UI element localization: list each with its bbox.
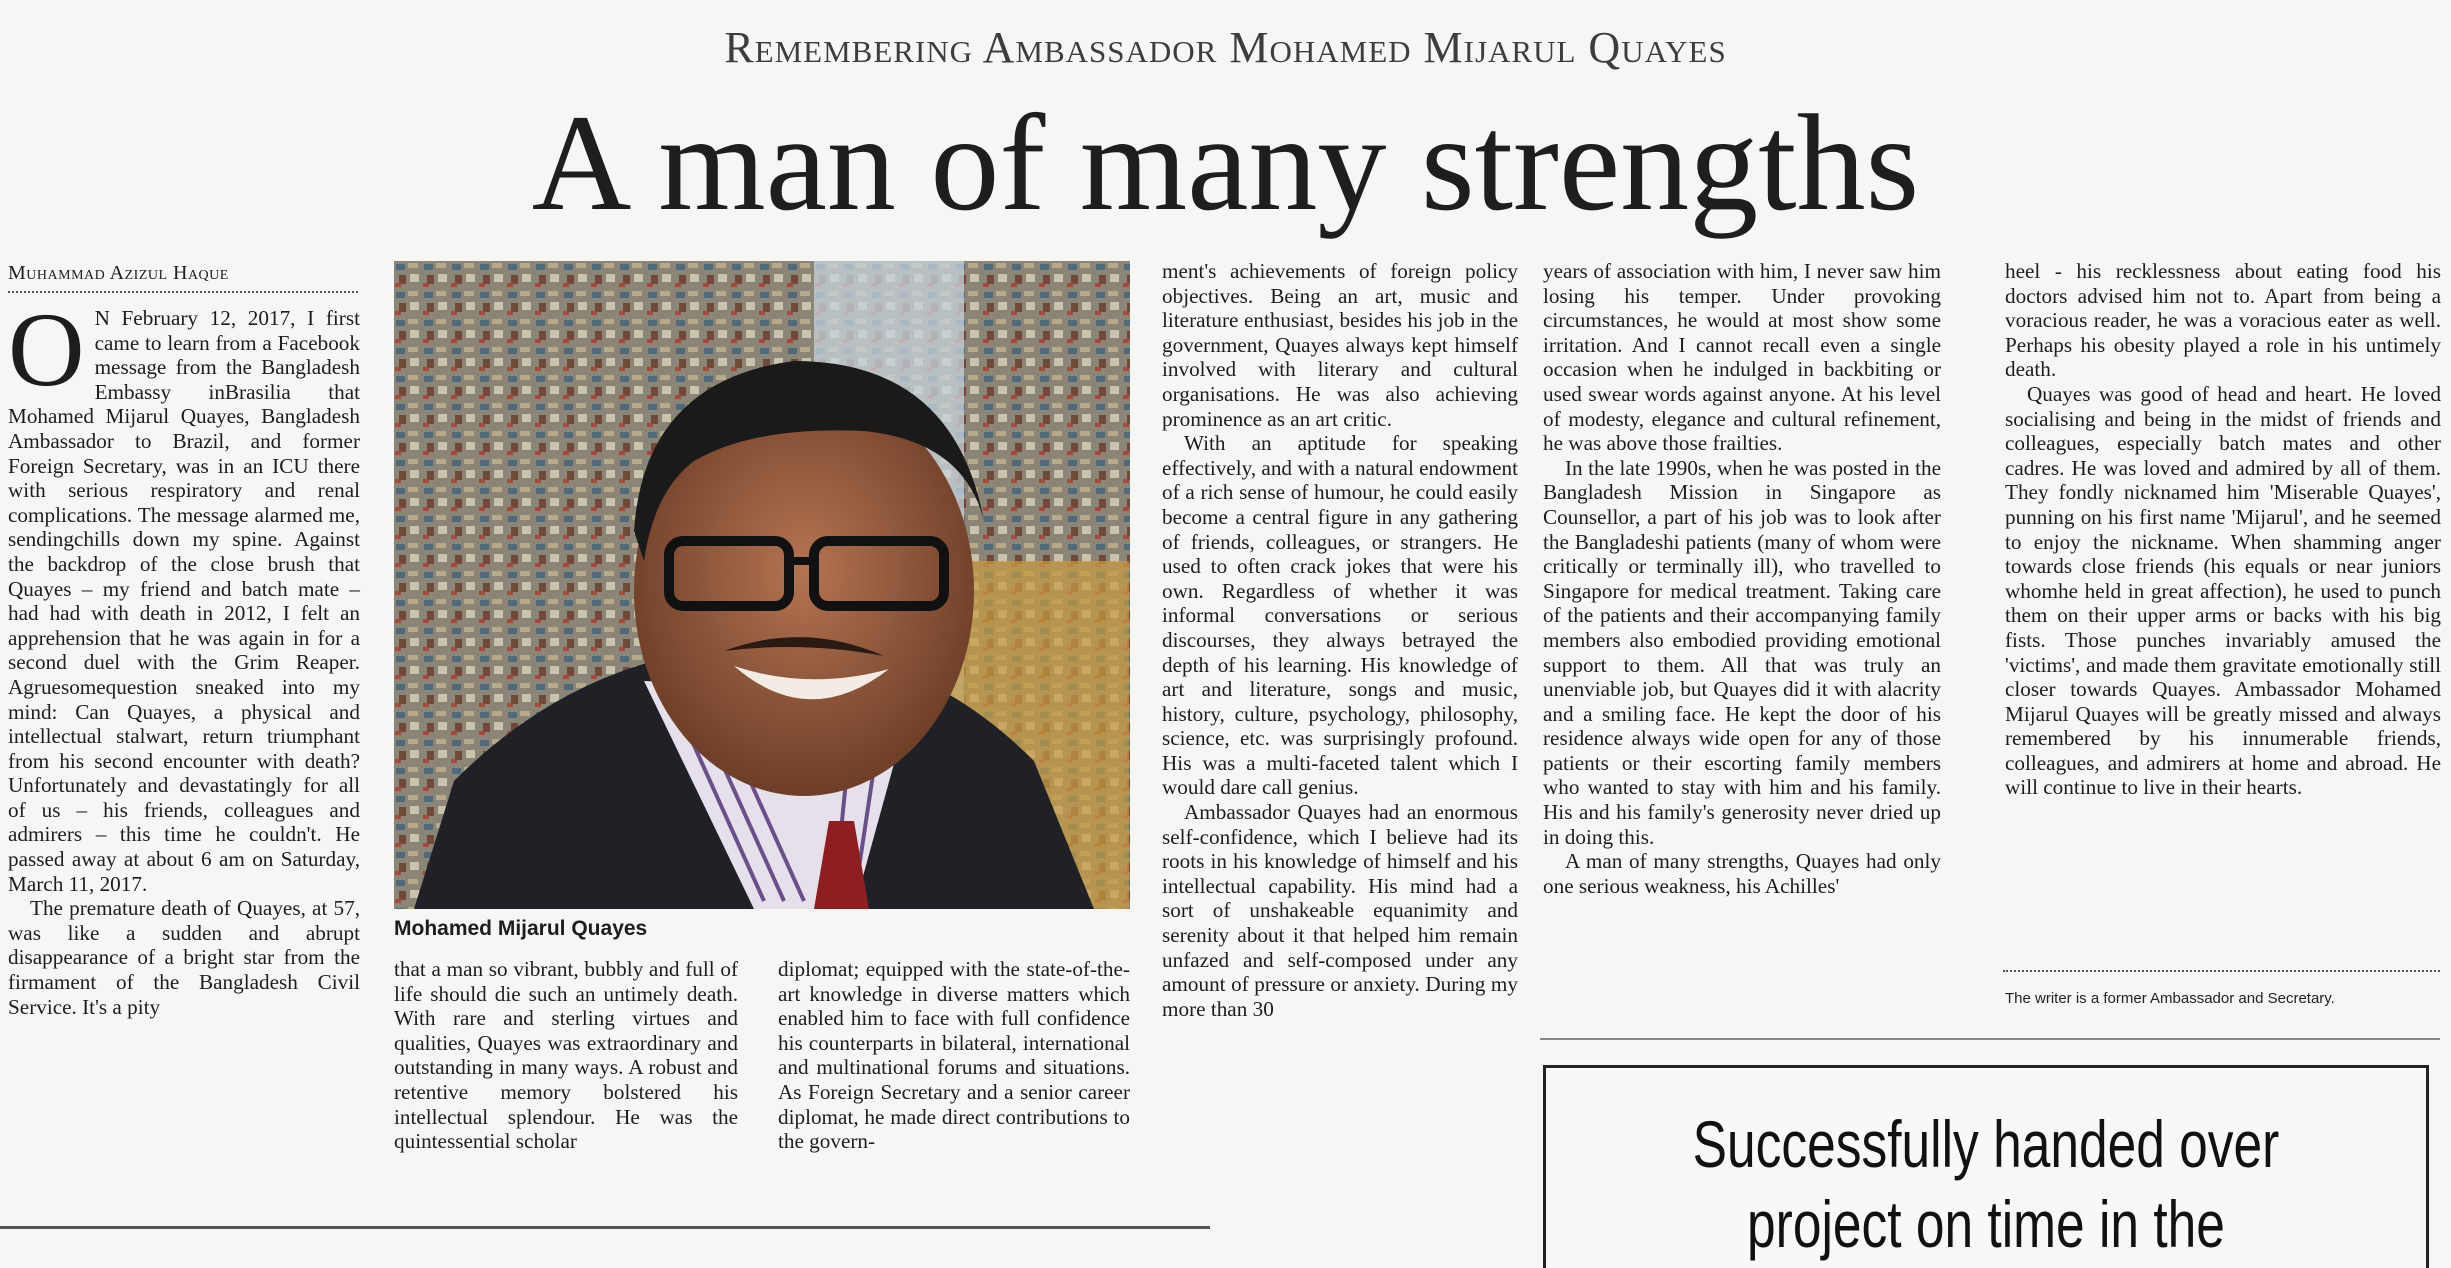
paragraph: The premature death of Quayes, at 57, was like a sudden and abrupt disappearance of a bright star from the firmament of the Bangladesh Civil Service. It's a pity xyxy=(8,896,360,1019)
writer-note: The writer is a former Ambassador and Secretary. xyxy=(2005,990,2335,1007)
portrait-illustration xyxy=(394,261,1130,909)
paragraph: years of association with him, I never saw him losing his temper. Under provoking circumstances, he would at most show some irritation. And I cannot recall even a single occasion when he indulged in backbiting or used swear words against anyone. At his level of modesty, elegance and cultural refinement, he was above those frailties. xyxy=(1543,259,1941,456)
paragraph: Quayes was good of head and heart. He loved socialising and being in the midst of friends and colleagues, especially batch mates and other cadres. He was loved and admired by all of them. They fondly nicknamed him 'Miserable Quayes', punning on his first name 'Mijarul', and he seemed to enjoy the nickname. When shamming anger towards close friends (his equals or near juniors whomhe held in great affection), he used to punch them on their upper arms or backs with his big fists. Those punches invariably amused the 'victims', and made them gravitate emotionally still closer towards Quayes. Ambassador Mohamed Mijarul Quayes will be greatly missed and always remembered by his innumerable friends, colleagues, and admirers at home and abroad. He will continue to live in their hearts. xyxy=(2005,381,2441,800)
kicker: Remembering Ambassador Mohamed Mijarul Quayes xyxy=(724,23,1727,72)
article-column-5 xyxy=(2005,259,2441,800)
paragraph: diplomat; equipped with the state-of-the-art knowledge in diverse matters which enabled him to face with full confidence his counterparts in bilateral, international and multinational forums and situations. As Foreign Secretary and a senior career diplomat, he made direct contributions to the govern- xyxy=(778,957,1130,1154)
article-column-3a xyxy=(778,957,1130,1154)
byline: Muhammad Azizul Haque xyxy=(8,262,358,293)
paragraph-text: N February 12, 2017, I first came to learn from a Facebook message from the Bangladesh Embassy inBrasilia that Mohamed Mijarul Quayes, Bangladesh Ambassador to Brazil, and former Foreign Secretary, was in an ICU there with serious respiratory and renal complications. The message alarmed me, sendingchills down my spine. Against the backdrop of the close brush that Quayes – my friend and batch mate – had had with death in 2012, I felt an apprehension that he was again in for a second duel with the Grim Reaper. Agruesomequestion sneaked into my mind: Can Quayes, a physical and intellectual stalwart, return triumphant from his second encounter with death? Unfortunately and devastatingly for all of us – his friends, colleagues and admirers – this time he couldn't. He passed away at about 6 am on Saturday, March 11, 2017. xyxy=(8,306,360,896)
ad-line-2: project on time in the xyxy=(1747,1187,2225,1261)
paragraph: ment's achievements of foreign policy objectives. Being an art, music and literature enthusiast, besides his job in the government, Quayes always kept himself involved with literary and cultural organisations. He was also achieving prominence as an art critic. xyxy=(1162,259,1518,431)
bottom-rule xyxy=(0,1226,1210,1229)
article-column-2 xyxy=(394,957,738,1154)
article-column-3 xyxy=(1162,259,1518,1021)
ad-line-1: Successfully handed over xyxy=(1692,1107,2280,1181)
paragraph: In the late 1990s, when he was posted in the Bangladesh Mission in Singapore as Counsellor, a part of his job was to look after the Bangladeshi patients (many of whom were critically or terminally ill), who travelled to Singapore for medical treatment. Taking care of the patients and their accompanying family members also embodied providing emotional support to them. All that was truly an unenviable job, but Quayes did it with alacrity and a smiling face. He kept the door of his residence always wide open for any of those patients or their escorting family members who wanted to stay with him and his family. His and his family's generosity never dried up in doing this. xyxy=(1543,455,1941,849)
photo-caption: Mohamed Mijarul Quayes xyxy=(394,917,648,940)
paragraph: that a man so vibrant, bubbly and full of life should die such an untimely death. With rare and sterling virtues and qualities, Quayes was extraordinary and outstanding in many ways. A robust and retentive memory bolstered his intellectual splendour. He was the quintessential scholar xyxy=(394,957,738,1154)
portrait-photo xyxy=(394,261,1130,909)
advertisement xyxy=(1543,1065,2429,1268)
section-divider xyxy=(1540,1038,2440,1040)
article-column-1 xyxy=(8,291,360,1019)
paragraph xyxy=(8,291,360,896)
article-column-4 xyxy=(1543,259,1941,898)
paragraph: A man of many strengths, Quayes had only one serious weakness, his Achilles' xyxy=(1543,849,1941,898)
writer-divider xyxy=(2003,970,2440,972)
drop-cap: O xyxy=(8,291,85,408)
paragraph: Ambassador Quayes had an enormous self-confidence, which I believe had its roots in his knowledge of himself and his intellectual capability. His mind had a sort of unshakeable equanimity and serenity about it that helped him remain unfazed and self-composed under any amount of pressure or anxiety. During my more than 30 xyxy=(1162,800,1518,1021)
headline: A man of many strengths xyxy=(531,86,1920,239)
paragraph: With an aptitude for speaking effectively, and with a natural endowment of a rich sense of humour, he could easily become a central figure in any gathering of friends, colleagues, or strangers. He used to often crack jokes that were his own. Regardless of whether it was informal conversations or serious discourses, they always betrayed the depth of his learning. His knowledge of art and literature, songs and music, history, culture, psychology, philosophy, science, etc. was surprisingly profound. His was a multi-faceted talent which I would dare call genius. xyxy=(1162,431,1518,800)
paragraph: heel - his recklessness about eating food his doctors advised him not to. Apart from being a voracious reader, he was a voracious eater as well. Perhaps his obesity played a role in his untimely death. xyxy=(2005,259,2441,382)
